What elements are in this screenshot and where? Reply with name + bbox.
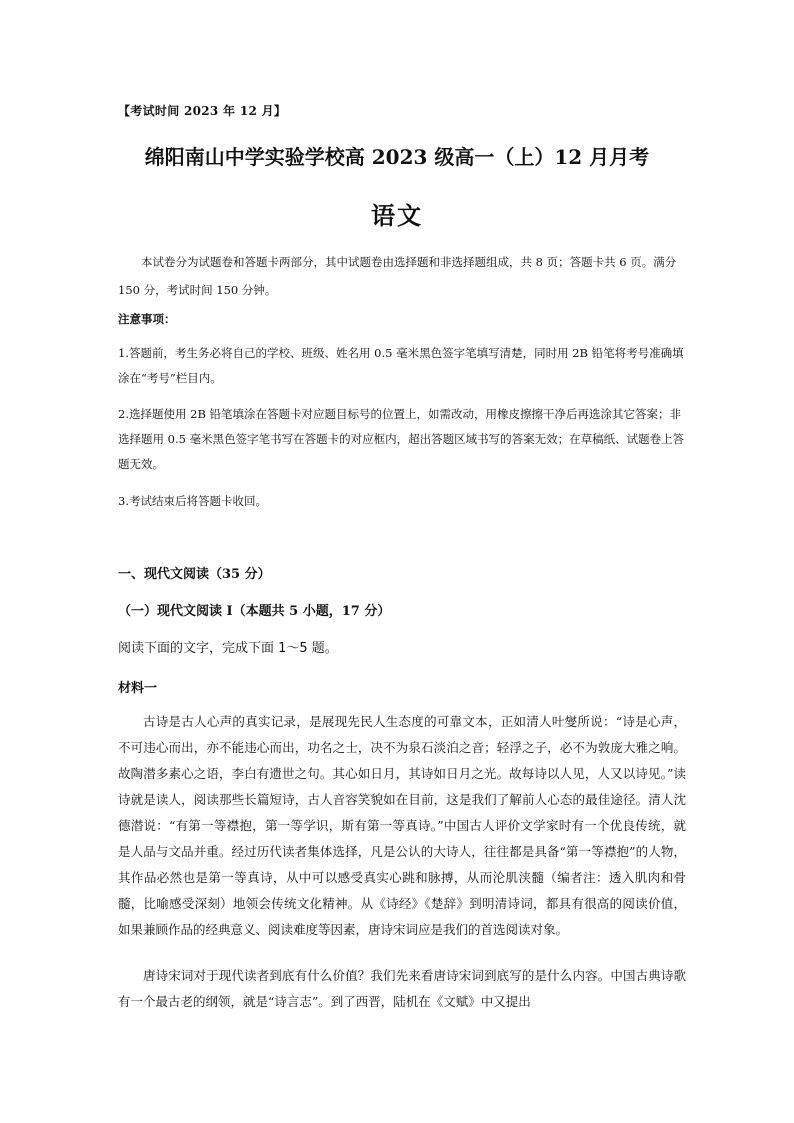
- material-paragraph-2: 唐诗宋词对于现代读者到底有什么价值？我们先来看唐诗宋词到底写的是什么内容。中国古典诗歌有一个最古老的纲领，就是“诗言志”。到了西晋，陆机在《文赋》中又提出: [118, 968, 686, 1009]
- exam-title: 绵阳南山中学实验学校高 2023 级高一（上）12 月月考: [144, 145, 650, 169]
- notice-item-2: 2.选择题使用 2B 铅笔填涂在答题卡对应题目标号的位置上，如需改动，用橡皮擦擦干净后再选涂其它答案；非选择题用 0.5 毫米黑色签字笔书写在答题卡的对应框内，超出答题区域书写的答案无效；在草稿纸、试题卷上答题无效。: [118, 407, 685, 471]
- notice-item-1: 1.答题前，考生务必将自己的学校、班级、姓名用 0.5 毫米黑色签字笔填写清楚，同时用 2B 铅笔将考号准确填涂在“考号”栏目内。: [118, 346, 684, 385]
- subsection-heading: （一）现代文阅读 Ⅰ（本题共 5 小题，17 分）: [118, 604, 391, 619]
- subject-title: 语文: [371, 201, 423, 230]
- material-paragraph-1: 古诗是古人心声的真实记录，是展现先民人生态度的可靠文本，正如清人叶燮所说：“诗是心声，不可违心而出，亦不能违心而出，功名之士，决不为泉石淡泊之音；轻浮之子，必不为敦庞大雅之响。故陶潜多素心之语，李白有遗世之句。其心如日月，其诗如日月之光。故每诗以人见，人又以诗见。”读诗就是读人，阅读那些长篇短诗，古人音容笑貌如在目前，这是我们了解前人心态的最佳途径。清人沈德潜说：“有第一等襟抱，第一等学识，斯有第一等真诗。”中国古人评价文学家时有一个优良传统，就是人品与文品并重。经过历代读者集体选择，凡是公认的大诗人，往往都是具备“第一等襟抱”的人物，其作品必然也是第一等真诗，从中可以感受真实心跳和脉搏，从而沦肌浃髓（编者注：透入肌肉和骨髓，比喻感受深刻）地领会传统文化精神。从《诗经》《楚辞》到明清诗词，都具有很高的阅读价值，如果兼顾作品的经典意义、阅读难度等因素，唐诗宋词应是我们的首选阅读对象。: [118, 714, 686, 937]
- notice-item-3: 3.考试结束后将答题卡收回。: [118, 494, 267, 508]
- reading-instruction: 阅读下面的文字，完成下面 1～5 题。: [118, 641, 338, 656]
- notice-heading: 注意事项：: [118, 312, 176, 326]
- intro-paragraph: 本试卷分为试题卷和答题卡两部分，其中试题卷由选择题和非选择题组成，共 8 页；答题卡共 6 页。满分 150 分，考试时间 150 分钟。: [118, 255, 677, 297]
- exam-time-label: 【考试时间 2023 年 12 月】: [118, 104, 287, 118]
- material-label: 材料一: [118, 681, 158, 696]
- section-heading: 一、现代文阅读（35 分）: [118, 567, 271, 582]
